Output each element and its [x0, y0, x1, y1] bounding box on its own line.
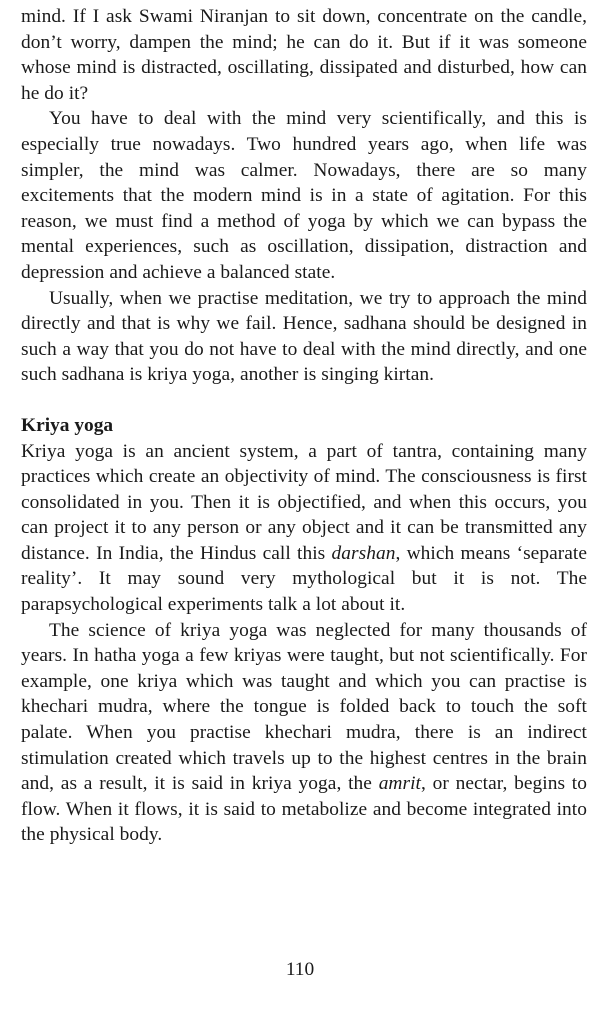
paragraph-scientific-approach — [21, 106, 587, 285]
paragraph-text: , or nectar, begins to flow. When it flows, it is said to metabolize and become integrated into the physical body. — [21, 773, 587, 846]
paragraph-text: You have to deal with the mind very scientifically, and this is especially true nowadays. Two hundred years ago, when life was simpler, the mind was calmer. Nowadays, there are so many excitements that the modern mind is in a state of agitation. For this reason, we must find a method of yoga by which we can bypass the mental experiences, such as oscillation, dissipation, distraction and depression and achieve a balanced state. — [21, 108, 587, 283]
paragraph-text: , which means ‘separate reality’. It may sound very mythological but it is not. The parapsychological experiments talk a lot about it. — [21, 542, 588, 616]
paragraph-text: The science of kriya yoga was neglected for many thousands of years. In hatha yoga a few kriyas were taught, but not scientifically. For example, one kriya which was taught and which you can practise is khechari mudra, where the tongue is folded back to touch the soft palate. When you practise khechari mudra, there is an indirect stimulation created which travels up to the highest centres in the brain and, as a result, it is said in kriya yoga, the — [21, 619, 587, 795]
paragraph-continuation — [21, 4, 587, 106]
paragraph-kriya-science — [21, 618, 587, 848]
section-heading: Kriya yoga — [21, 414, 114, 436]
paragraph-italic-term: amrit — [378, 773, 421, 795]
paragraph-text: Usually, when we practise meditation, we try to approach the mind directly and that is why we fail. Hence, sadhana should be designed in such a way that you do not have to deal with the mind directly, and one such sadhana is kriya yoga, another is singing kirtan. — [21, 287, 587, 386]
page-number: 110 — [285, 959, 315, 980]
paragraph-text: mind. If I ask Swami Niranjan to sit down, concentrate on the candle, don’t worry, dampen the mind; he can do it. But if it was someone whose mind is distracted, oscillating, dissipated and disturbed, how can he do it? — [21, 6, 587, 104]
book-page — [21, 4, 587, 848]
paragraph-italic-term: darshan — [331, 542, 396, 564]
paragraph-meditation — [21, 286, 587, 388]
paragraph-kriya-system — [21, 439, 587, 618]
paragraph-text: Kriya yoga is an ancient system, a part of tantra, containing many practices which create an objectivity of mind. The consciousness is first consolidated in you. Then it is objectified, and when this occurs, you can project it to any person or any object and it can be transmitted any distance. In India, the Hindus call this — [21, 440, 587, 564]
